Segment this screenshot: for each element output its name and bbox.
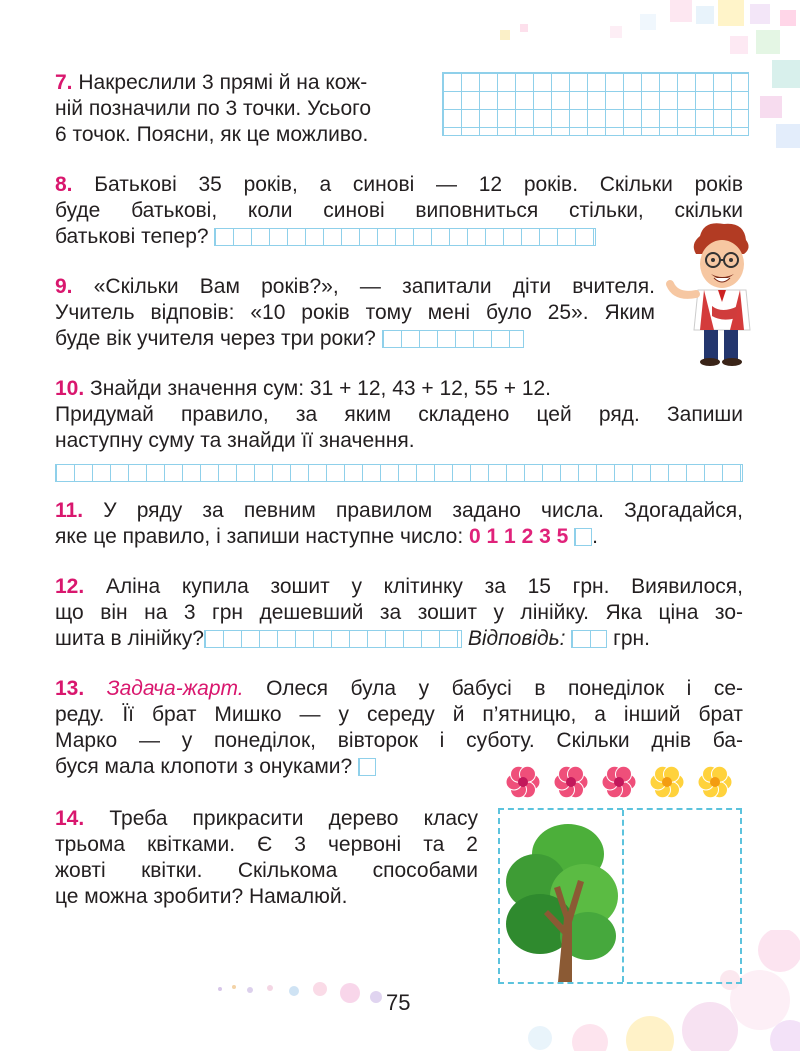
task-7 [55, 70, 435, 148]
task-text: Марко — у понеділок, вівторок і суботу. Скільки днів ба- [55, 729, 743, 752]
task-text: У ряду за певним правилом задано числа. Здогадайся, [103, 499, 743, 522]
task-text: Аліна купила зошит у клітинку за 15 грн. Виявилося, [105, 575, 744, 598]
task-8 [55, 172, 743, 250]
task-11 [55, 498, 743, 550]
flower-icon [505, 764, 541, 800]
task-text: 6 точок. Поясни, як це можливо. [55, 123, 369, 146]
task-number: 12. [55, 575, 85, 598]
flower-icon [601, 764, 637, 800]
answer-cell-task-11[interactable] [574, 528, 592, 546]
task-text: що він на 3 грн дешевший за зошит у лінійку. Яка ціна зо- [55, 601, 743, 624]
tree-illustration [500, 818, 620, 984]
task-10 [55, 376, 743, 454]
task-text: Батькові 35 років, а синові — 12 років. Скільки років [94, 173, 743, 196]
drawing-area-divider [622, 810, 624, 982]
answer-label: Відповідь: [467, 627, 566, 650]
task-text: Треба прикрасити дерево класу [109, 807, 478, 830]
task-number: 9. [55, 275, 73, 298]
answer-cell-task-13[interactable] [358, 758, 376, 776]
task-number: 8. [55, 173, 73, 196]
task-text: це можна зробити? Намалюй. [55, 885, 348, 908]
task-text: . [592, 525, 598, 548]
joke-label: Задача-жарт. [106, 677, 244, 700]
unit-label: грн. [613, 627, 650, 650]
answer-cells-task-12[interactable] [204, 630, 462, 648]
task-text: Накреслили 3 прямі й на кож- [78, 71, 368, 94]
task-text: наступну суму та знайди її значення. [55, 429, 415, 452]
task-text: шита в лінійку? [55, 627, 204, 650]
flower-icon [553, 764, 589, 800]
task-text: батькові тепер? [55, 225, 209, 248]
task-number: 13. [55, 677, 85, 700]
flower-row [505, 764, 745, 800]
task-12 [55, 574, 743, 652]
answer-grid-task-7[interactable] [442, 72, 749, 136]
task-number: 11. [55, 499, 84, 522]
task-number: 14. [55, 807, 85, 830]
flower-icon [697, 764, 733, 800]
task-text: реду. Її брат Мишко — у середу й п’ятницю, а інший брат [55, 703, 743, 726]
task-text: жовті квітки. Скількома способами [55, 859, 478, 882]
task-number: 10. [55, 377, 85, 400]
task-text: буде батькові, коли синові виповниться стільки, скільки [55, 199, 743, 222]
answer-cell-task-12-result[interactable] [571, 630, 607, 648]
answer-cells-task-8[interactable] [214, 228, 596, 246]
task-9 [55, 274, 655, 352]
decor-dots-bottom [210, 975, 390, 1015]
task-text: Придумай правило, за яким складено цей ряд. Запиши [55, 403, 743, 426]
task-number: 7. [55, 71, 73, 94]
task-text: Олеся була у бабусі в понеділок і се- [266, 677, 743, 700]
task-text: Учитель відповів: «10 років тому мені було 25». Яким [55, 301, 655, 324]
task-text: трьома квітками. Є 3 червоні та 2 [55, 833, 478, 856]
answer-cells-task-10[interactable] [55, 464, 743, 482]
flower-icon [649, 764, 685, 800]
task-text: буся мала клопоти з онуками? [55, 755, 353, 778]
number-sequence: 0 1 1 2 3 5 [469, 525, 569, 548]
task-text: Знайди значення сум: 31 + 12, 43 + 12, 55 + 12. [90, 377, 552, 400]
task-text: ній позначили по 3 точки. Усього [55, 97, 372, 120]
task-text: яке це правило, і запиши наступне число: [55, 525, 464, 548]
task-14 [55, 806, 478, 910]
answer-cells-task-9[interactable] [382, 330, 524, 348]
task-text: буде вік учителя через три роки? [55, 327, 376, 350]
teacher-illustration [656, 218, 776, 368]
page-number: 75 [386, 990, 411, 1015]
task-text: «Скільки Вам років?», — запитали діти вчителя. [93, 275, 655, 298]
